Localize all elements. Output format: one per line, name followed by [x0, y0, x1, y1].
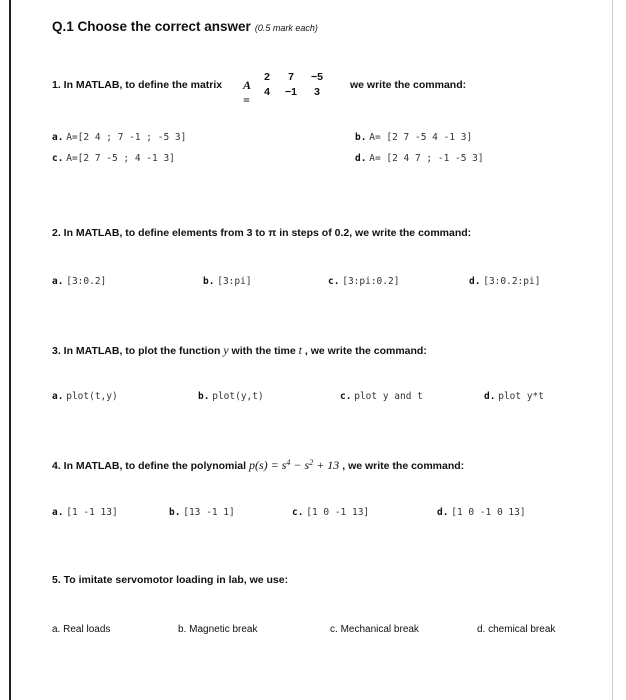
- option-label: b.: [169, 507, 181, 518]
- option-label: c.: [292, 507, 304, 518]
- matrix-symbol: A =: [243, 78, 251, 107]
- q1-option-b[interactable]: [355, 132, 472, 143]
- q1-option-a[interactable]: [52, 132, 186, 143]
- matrix-cell: −5: [311, 71, 323, 83]
- option-code: plot(y,t): [212, 391, 264, 402]
- page-title: [52, 19, 318, 34]
- q1-option-d[interactable]: [355, 153, 484, 164]
- option-code: [1 0 -1 0 13]: [451, 507, 526, 518]
- title-text: Q.1 Choose the correct answer: [52, 19, 251, 34]
- option-text: Real loads: [63, 624, 111, 635]
- q5-option-d[interactable]: [477, 624, 555, 635]
- option-text: Magnetic break: [189, 624, 258, 635]
- option-label: c.: [328, 276, 340, 287]
- option-code: A=[2 7 -5 ; 4 -1 3]: [66, 153, 175, 164]
- option-label: a.: [52, 391, 64, 402]
- option-label: b.: [203, 276, 215, 287]
- option-label: d.: [469, 276, 481, 287]
- option-label: d.: [484, 391, 496, 402]
- poly-rhs: + 13: [313, 458, 340, 472]
- option-label: a.: [52, 624, 61, 635]
- q3-var-y: y: [223, 343, 229, 357]
- question-1-suffix: we write the command:: [350, 79, 467, 91]
- matrix-cell: 7: [288, 71, 294, 83]
- option-text: Mechanical break: [340, 624, 419, 635]
- option-text: chemical break: [488, 624, 556, 635]
- option-code: [1 -1 13]: [66, 507, 118, 518]
- q4-option-a[interactable]: [52, 507, 118, 518]
- option-code: [3:pi]: [217, 276, 252, 287]
- option-code: [13 -1 1]: [183, 507, 235, 518]
- q4-option-d[interactable]: [437, 507, 526, 518]
- q3-option-d[interactable]: [484, 391, 544, 402]
- matrix-cell: −1: [285, 86, 297, 98]
- matrix-cell: 4: [264, 86, 270, 98]
- poly-mid: − s: [290, 458, 310, 472]
- q5-option-c[interactable]: [330, 624, 419, 635]
- option-code: A= [2 7 -5 4 -1 3]: [369, 132, 473, 143]
- option-label: b.: [355, 132, 367, 143]
- option-label: a.: [52, 132, 64, 143]
- q2-option-b[interactable]: [203, 276, 252, 287]
- q3-option-a[interactable]: [52, 391, 118, 402]
- q1-option-c[interactable]: [52, 153, 175, 164]
- q5-option-b[interactable]: [178, 624, 258, 635]
- matrix-cell: 3: [314, 86, 320, 98]
- option-label: d.: [355, 153, 367, 164]
- option-code: [3:pi:0.2]: [342, 276, 400, 287]
- q2-option-c[interactable]: [328, 276, 399, 287]
- q4-option-b[interactable]: [169, 507, 235, 518]
- matrix-cell: 2: [264, 71, 270, 83]
- q5-option-a[interactable]: [52, 624, 110, 635]
- title-note: (0.5 mark each): [254, 23, 318, 33]
- q4-option-c[interactable]: [292, 507, 369, 518]
- left-border: [9, 0, 11, 700]
- question-5-text: 5. To imitate servomotor loading in lab, we use:: [52, 574, 289, 586]
- option-label: b.: [178, 624, 187, 635]
- option-code: A= [2 4 7 ; -1 -5 3]: [369, 153, 484, 164]
- option-code: [1 0 -1 13]: [306, 507, 370, 518]
- question-2-text: 2. In MATLAB, to define elements from 3 to π in steps of 0.2, we write the command:: [52, 227, 472, 239]
- question-4-text: [52, 458, 464, 473]
- q4-prefix: 4. In MATLAB, to define the polynomial: [52, 460, 247, 472]
- q4-suffix: , we write the command:: [342, 460, 465, 472]
- option-code: [3:0.2]: [66, 276, 107, 287]
- q2-option-a[interactable]: [52, 276, 106, 287]
- option-code: plot y and t: [354, 391, 423, 402]
- option-label: a.: [52, 507, 64, 518]
- option-label: d.: [437, 507, 449, 518]
- option-label: c.: [330, 624, 338, 635]
- q2-option-d[interactable]: [469, 276, 540, 287]
- option-label: b.: [198, 391, 210, 402]
- option-label: a.: [52, 276, 64, 287]
- q3-mid: with the time: [231, 345, 296, 357]
- right-border: [612, 0, 613, 700]
- poly-exp-4: 4: [286, 458, 291, 467]
- option-label: d.: [477, 624, 486, 635]
- option-code: plot y*t: [498, 391, 544, 402]
- q3-option-c[interactable]: [340, 391, 423, 402]
- question-1-prefix: 1. In MATLAB, to define the matrix: [52, 79, 223, 91]
- poly-lhs: p(s) = s: [248, 458, 287, 472]
- option-label: c.: [340, 391, 352, 402]
- option-label: c.: [52, 153, 64, 164]
- q3-option-b[interactable]: [198, 391, 264, 402]
- q3-var-t: t: [298, 343, 302, 357]
- option-code: plot(t,y): [66, 391, 118, 402]
- question-3-text: [52, 343, 427, 358]
- q3-prefix: 3. In MATLAB, to plot the function: [52, 345, 221, 357]
- option-code: A=[2 4 ; 7 -1 ; -5 3]: [66, 132, 187, 143]
- polynomial: [249, 458, 339, 472]
- q3-suffix: , we write the command:: [304, 345, 427, 357]
- option-code: [3:0.2:pi]: [483, 276, 541, 287]
- poly-exp-2: 2: [309, 458, 314, 467]
